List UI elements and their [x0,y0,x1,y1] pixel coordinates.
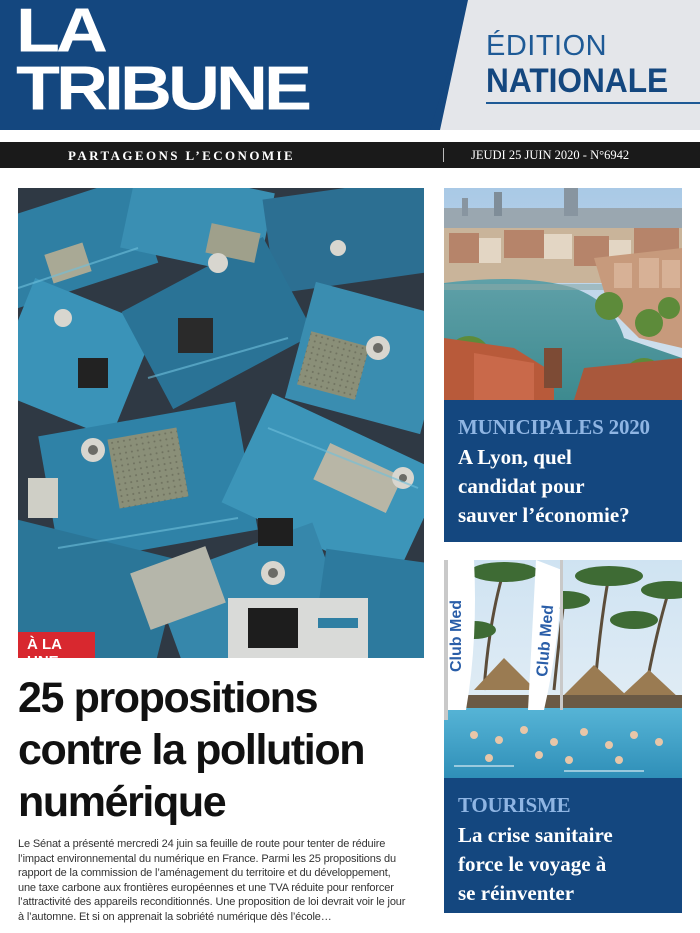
lede-line: à l’automne. Et si on apprenait la sobriété numérique dès l’école… [18,910,332,923]
logo-line-tribune: TRIBUNE [16,54,308,124]
card-title [458,443,672,530]
club-med-pool-photo[interactable] [444,560,682,778]
card-kicker: MUNICIPALES 2020 [458,415,650,439]
club-med-flag-text: Club Med [448,600,465,672]
card-title-line: force le voyage à [458,852,607,876]
card-title [458,821,672,908]
main-headline[interactable] [18,672,438,828]
headline-line: numérique [18,778,226,826]
lede-line: rapport de la commission de l’aménagement du territoire et du développement, [18,867,391,880]
strip-separator [443,148,444,162]
card-title-line: A Lyon, quel [458,445,572,469]
lede-line: l’attractivité des appareils reconditionnés. Une proposition de loi devrait voir le jour [18,896,406,909]
card-title-line: candidat pour [458,474,585,498]
circuit-boards-photo[interactable] [18,188,424,658]
slogan-text: PARTAGEONS L’ECONOMIE [68,148,296,163]
card-title-line: se réinventer [458,881,575,905]
logo-line-la: LA [16,0,104,66]
edition-divider [486,102,700,104]
lede-line: Le Sénat a présenté mercredi 24 juin sa feuille de route pour tenter de réduire [18,838,386,850]
issue-date: JEUDI 25 JUIN 2020 - N°6942 [471,148,630,162]
lyon-city-photo[interactable] [444,188,682,400]
card-title-line: La crise sanitaire [458,823,613,847]
headline-line: 25 propositions [18,674,318,722]
edition-label: ÉDITION [486,30,608,62]
card-title-line: sauver l’économie? [458,503,630,527]
edition-name: NATIONALE [486,62,669,100]
masthead-logo-block [0,0,468,130]
club-med-flag-text-2: Club Med [534,604,558,678]
main-lede [18,837,430,925]
headline-line: contre la pollution [18,726,365,774]
lede-line: une taxe carbone aux frontières européennes et une TVA réduite pour renforcer [18,881,394,894]
lede-line: l’impact environnemental du numérique en France. Parmi les 25 propositions du [18,852,396,865]
card-kicker: TOURISME [458,793,571,817]
top-story-badge[interactable]: À LA UNE [18,632,95,658]
municipales-card[interactable] [444,400,682,542]
tourisme-card[interactable] [444,778,682,913]
